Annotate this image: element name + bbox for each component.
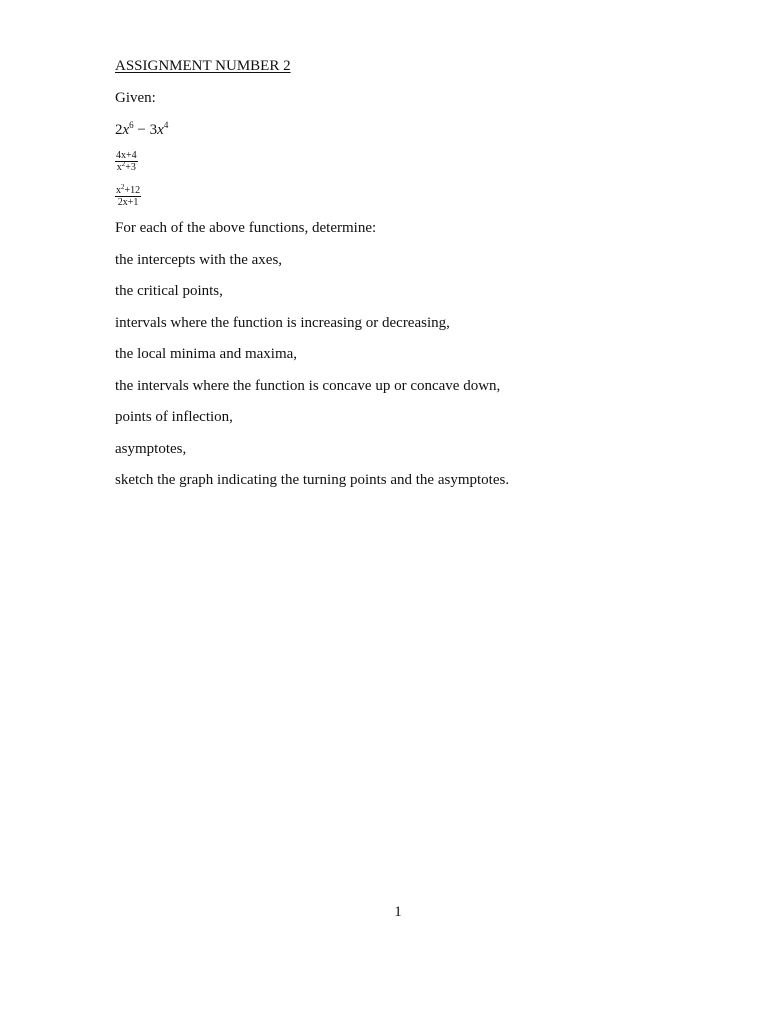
fraction-denominator: $x^2+3$ <box>116 160 136 174</box>
function-expression-fraction <box>115 185 141 208</box>
list-item-text: sketch the graph indicating the turning points and the asymptotes. <box>115 472 510 488</box>
fraction-numerator: 4x+4 <box>116 150 137 162</box>
fraction <box>115 150 138 173</box>
fraction-numerator: $x^2+12$ <box>116 183 141 197</box>
list-item-text: the intercepts with the axes, <box>115 252 283 268</box>
list-item-text: asymptotes, <box>115 441 187 457</box>
list-item-text: the intervals where the function is concave up or concave down, <box>115 378 501 394</box>
assignment-title: ASSIGNMENT NUMBER 2 <box>115 58 291 74</box>
function-expression-polynomial: $2x^6 - 3x^4$ <box>115 120 169 138</box>
question-text: Given: <box>115 90 156 106</box>
fraction <box>115 185 141 208</box>
fraction-denominator: 2x+1 <box>117 197 139 209</box>
function-expression-fraction <box>115 150 138 173</box>
list-item-text: the local minima and maxima, <box>115 346 298 362</box>
list-item-text: points of inflection, <box>115 409 233 425</box>
list-item-text: the critical points, <box>115 283 223 299</box>
page-number: 1 <box>394 904 402 920</box>
instruction-text: For each of the above functions, determine: <box>115 220 377 236</box>
list-item-text: intervals where the function is increasing or decreasing, <box>115 315 450 331</box>
